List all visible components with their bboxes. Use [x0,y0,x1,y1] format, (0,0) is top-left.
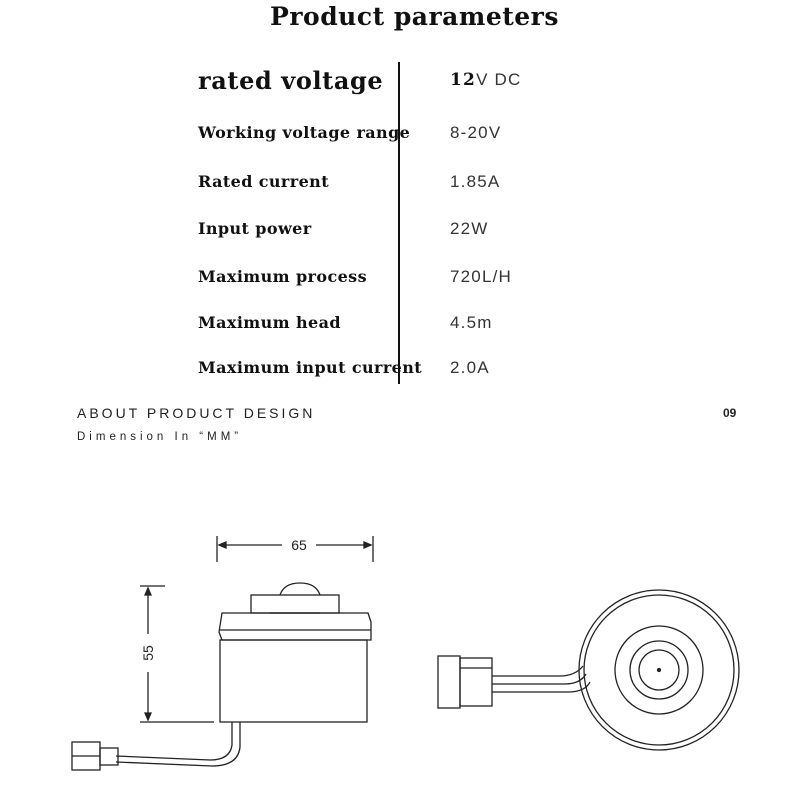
param-value: 2.0A [450,358,490,377]
height-label: 55 [140,645,156,661]
design-subheading: Dimension In “MM” [77,431,243,443]
param-label: Rated current [198,172,329,191]
param-value: 720L/H [450,267,513,286]
design-heading: ABOUT PRODUCT DESIGN [77,405,316,421]
param-value-unit: V DC [476,70,522,89]
width-label: 65 [291,537,307,553]
pump-top-view [438,590,739,750]
param-label: rated voltage [198,66,384,95]
page-number: 09 [723,406,737,420]
param-label: Working voltage range [198,123,411,142]
param-label: Input power [198,219,312,238]
param-value-number: 12 [450,70,477,90]
param-value: 8-20V [450,123,502,142]
param-value: 1.85A [450,172,501,191]
param-label: Maximum head [198,313,341,332]
pump-side-view [72,583,371,770]
param-label: Maximum input current [198,358,423,377]
page-title: Product parameters [270,2,559,31]
param-value: 22W [450,219,489,238]
param-label: Maximum process [198,267,367,286]
param-value: 4.5m [450,313,493,332]
